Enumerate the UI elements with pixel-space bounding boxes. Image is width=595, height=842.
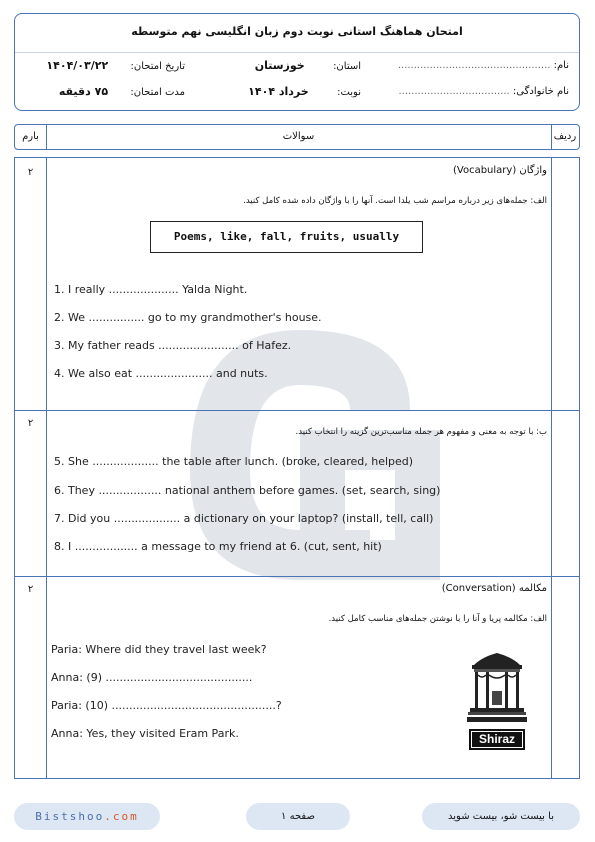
dialogue-line: Anna: Yes, they visited Eram Park.	[51, 727, 239, 740]
vocabulary-instruction: الف: جمله‌های زیر درباره مراسم شب یلدا است. آنها را با واژگان داده شده کامل کنید.	[243, 196, 547, 206]
exam-header	[14, 13, 580, 111]
turn-field	[248, 85, 361, 98]
date-field	[46, 59, 185, 72]
name-dots: ................................................	[397, 60, 551, 71]
question-item: 7. Did you ................... a dictionary on your laptop? (install, tell, call)	[54, 512, 434, 525]
questions-column-header: سوالات	[282, 131, 315, 142]
name-field	[398, 60, 569, 71]
header-divider	[15, 52, 579, 53]
turn-value: خرداد ۱۴۰۴	[248, 85, 309, 98]
word-box: Poems, like, fall, fruits, usually	[150, 221, 423, 253]
conversation-instruction: الف: مکالمه پریا و آنا را با نوشتن جمله‌های مناسب کامل کنید.	[328, 614, 547, 624]
date-label: تاریخ امتحان:	[130, 61, 185, 72]
date-value: ۱۴۰۴/۰۳/۲۲	[46, 59, 109, 72]
province-field	[255, 59, 361, 72]
page-number: صفحه ۱	[246, 803, 350, 830]
row-column-header: ردیف	[553, 131, 577, 142]
province-value: خوزستان	[254, 59, 305, 72]
section-score: ۲	[27, 167, 34, 178]
name-label: نام:	[553, 60, 569, 71]
footer-brand[interactable]	[14, 803, 160, 830]
table-column-header	[14, 124, 580, 150]
brand-tld: .com	[104, 810, 139, 823]
hafezieh-monument-icon	[466, 651, 528, 725]
shiraz-label: Shiraz	[469, 729, 525, 750]
exam-title: امتحان هماهنگ استانی نوبت دوم زبان انگلیسی نهم متوسطه	[131, 25, 463, 38]
family-dots: ...................................	[398, 86, 510, 97]
question-item: 6. They .................. national anthem before games. (set, search, sing)	[54, 484, 441, 497]
choice-instruction: ب: با توجه به معنی و مفهوم هر جمله مناسب‌ترین گزینه را انتخاب کنید.	[295, 427, 547, 437]
duration-label: مدت امتحان:	[130, 87, 185, 98]
province-label: استان:	[333, 61, 361, 72]
duration-value: ۷۵ دقیقه	[58, 85, 109, 98]
score-column-header: بارم	[22, 131, 39, 142]
section-divider	[15, 410, 579, 411]
brand-name: Bistshoo	[35, 810, 105, 823]
family-label: نام خانوادگی:	[512, 86, 569, 97]
dialogue-line: Paria: Where did they travel last week?	[51, 643, 267, 656]
section-score: ۲	[27, 584, 34, 595]
question-item: 3. My father reads ....................... of Hafez.	[54, 339, 292, 352]
section-score: ۲	[27, 418, 34, 429]
question-item: 5. She ................... the table after lunch. (broke, cleared, helped)	[54, 455, 414, 468]
question-item: 4. We also eat ...................... and nuts.	[54, 367, 268, 380]
vocabulary-title: واژگان (Vocabulary)	[452, 165, 547, 176]
footer-slogan: با بیست شو، بیست شوید	[422, 803, 580, 830]
dialogue-line: Paria: (10) ...............................................?	[51, 699, 282, 712]
turn-label: نوبت:	[337, 87, 361, 98]
score-column-line	[46, 158, 47, 778]
family-field	[398, 86, 569, 97]
question-item: 1. I really .................... Yalda Night.	[54, 283, 248, 296]
row-column-line	[551, 158, 552, 778]
dialogue-line: Anna: (9) ..........................................	[51, 671, 253, 684]
question-item: 2. We ................ go to my grandmother's house.	[54, 311, 322, 324]
section-divider	[15, 576, 579, 577]
duration-field	[59, 85, 185, 98]
shiraz-illustration	[466, 651, 528, 746]
question-item: 8. I .................. a message to my friend at 6. (cut, sent, hit)	[54, 540, 382, 553]
conversation-title: مکالمه (Conversation)	[441, 583, 547, 594]
